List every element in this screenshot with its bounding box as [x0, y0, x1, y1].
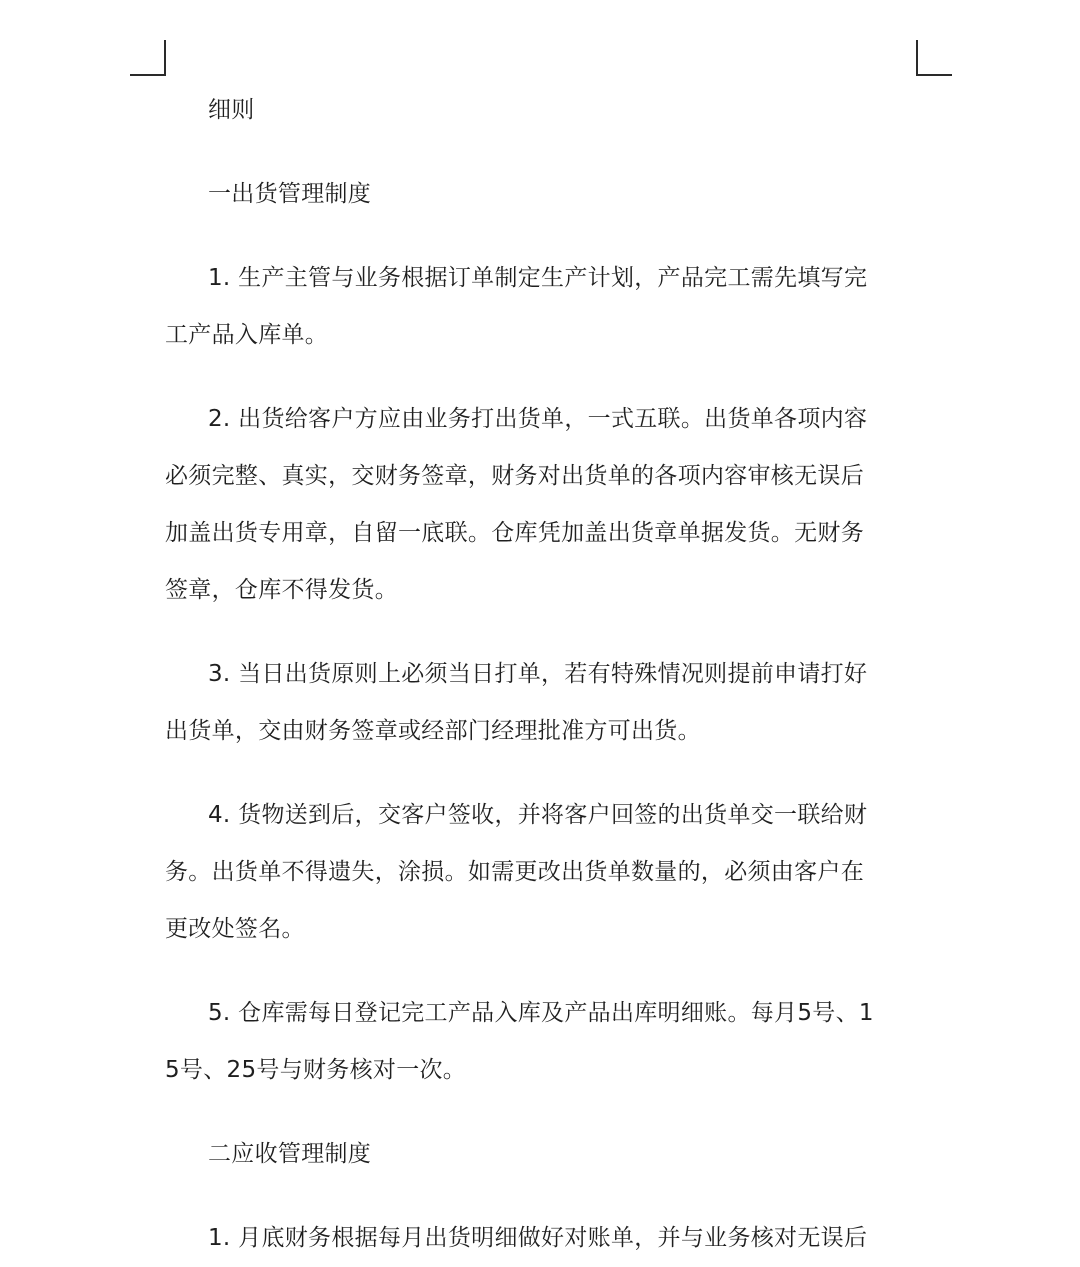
paragraph-1-2 [165, 391, 915, 619]
paragraph-2-1 [165, 1210, 915, 1267]
paragraph-line: 3. 当日出货原则上必须当日打单，若有特殊情况则提前申请打好 [208, 661, 868, 687]
page-corner-mark-top-left [130, 40, 166, 76]
document-body [165, 82, 915, 1267]
paragraph-line: 5号、25号与财务核对一次。 [165, 1057, 467, 1083]
paragraph-1-3 [165, 646, 915, 760]
paragraph-line: 工产品入库单。 [165, 322, 329, 348]
paragraph-line: 务。出货单不得遗失，涂损。如需更改出货单数量的，必须由客户在 [165, 859, 864, 885]
paragraph-1-1 [165, 250, 915, 364]
document-title: 细则 [208, 97, 255, 123]
paragraph-line: 加盖出货专用章，自留一底联。仓库凭加盖出货章单据发货。无财务 [165, 520, 864, 546]
paragraph-line: 1. 月底财务根据每月出货明细做好对账单，并与业务核对无误后 [208, 1225, 868, 1251]
section-heading-1: 一出货管理制度 [208, 181, 372, 207]
paragraph-line: 1. 生产主管与业务根据订单制定生产计划，产品完工需先填写完 [208, 265, 868, 291]
paragraph-line: 5. 仓库需每日登记完工产品入库及产品出库明细账。每月5号、1 [208, 1000, 874, 1026]
paragraph-line: 出货单，交由财务签章或经部门经理批准方可出货。 [165, 718, 701, 744]
paragraph-1-5 [165, 985, 915, 1099]
paragraph-line: 4. 货物送到后，交客户签收，并将客户回签的出货单交一联给财 [208, 802, 868, 828]
paragraph-line: 更改处签名。 [165, 916, 305, 942]
page-corner-mark-top-right [916, 40, 952, 76]
section-heading-2: 二应收管理制度 [208, 1141, 372, 1167]
paragraph-line: 签章，仓库不得发货。 [165, 577, 398, 603]
paragraph-line: 必须完整、真实，交财务签章，财务对出货单的各项内容审核无误后 [165, 463, 864, 489]
paragraph-1-4 [165, 787, 915, 958]
paragraph-line: 2. 出货给客户方应由业务打出货单，一式五联。出货单各项内容 [208, 406, 868, 432]
